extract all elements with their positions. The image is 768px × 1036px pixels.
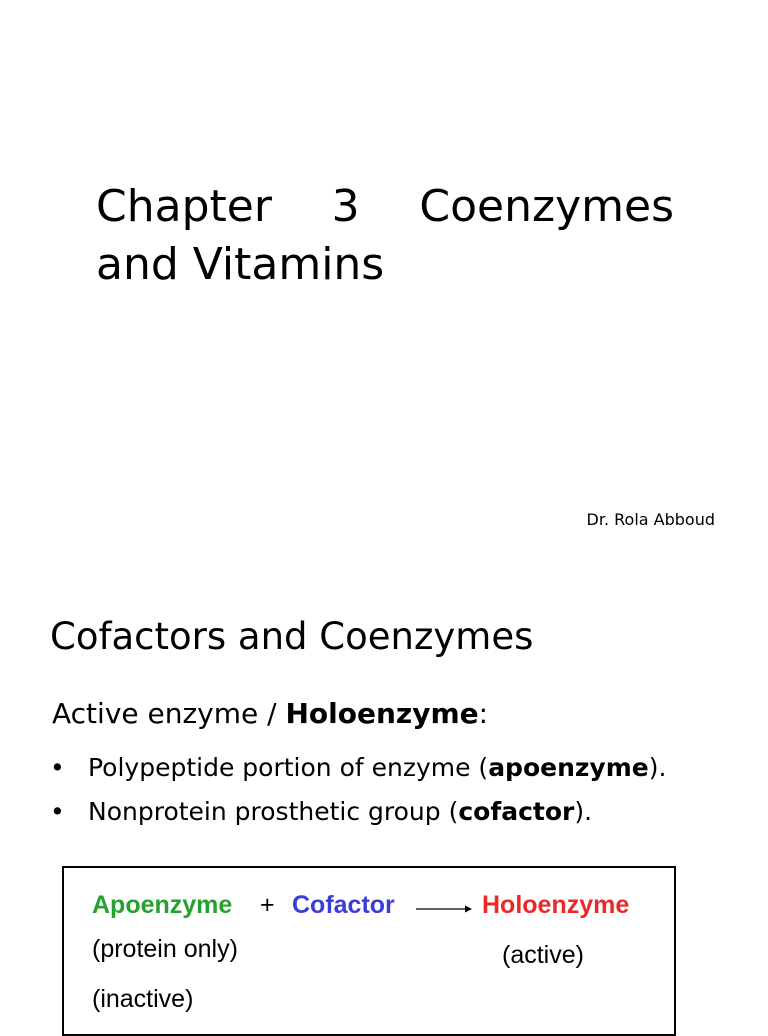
chapter-title: Chapter 3 Coenzymes and Vitamins (96, 181, 674, 290)
protein-only-note: (protein only) (92, 935, 238, 963)
list-item (50, 746, 666, 790)
bullet-icon: • (50, 797, 65, 826)
bullet-icon: • (50, 753, 65, 782)
lead-prefix: Active enzyme / (52, 697, 286, 730)
plus-sign: + (260, 891, 275, 919)
enzyme-equation-box (62, 866, 676, 1036)
reaction-arrow-icon (416, 904, 472, 914)
list-item (50, 790, 666, 834)
lead-bold-term: Holoenzyme (285, 697, 479, 730)
slide-cofactors (0, 576, 768, 1024)
author-name: Dr. Rola Abboud (586, 510, 715, 529)
bullet-bold-term: apoenzyme (488, 753, 649, 782)
bullet-text-suffix: ). (648, 753, 667, 782)
bullet-list (50, 746, 666, 834)
bullet-bold-term: cofactor (458, 797, 575, 826)
bullet-text-prefix: Nonprotein prosthetic group ( (88, 797, 459, 826)
holoenzyme-label: Holoenzyme (482, 891, 630, 919)
cofactor-label: Cofactor (292, 891, 395, 919)
lead-suffix: : (478, 697, 489, 730)
bullet-text-suffix: ). (574, 797, 593, 826)
slide-heading: Cofactors and Coenzymes (50, 615, 534, 658)
apoenzyme-label: Apoenzyme (92, 891, 233, 919)
holoenzyme-definition (52, 694, 488, 734)
active-note: (active) (502, 941, 584, 969)
bullet-text-prefix: Polypeptide portion of enzyme ( (88, 753, 489, 782)
inactive-note: (inactive) (92, 985, 194, 1013)
